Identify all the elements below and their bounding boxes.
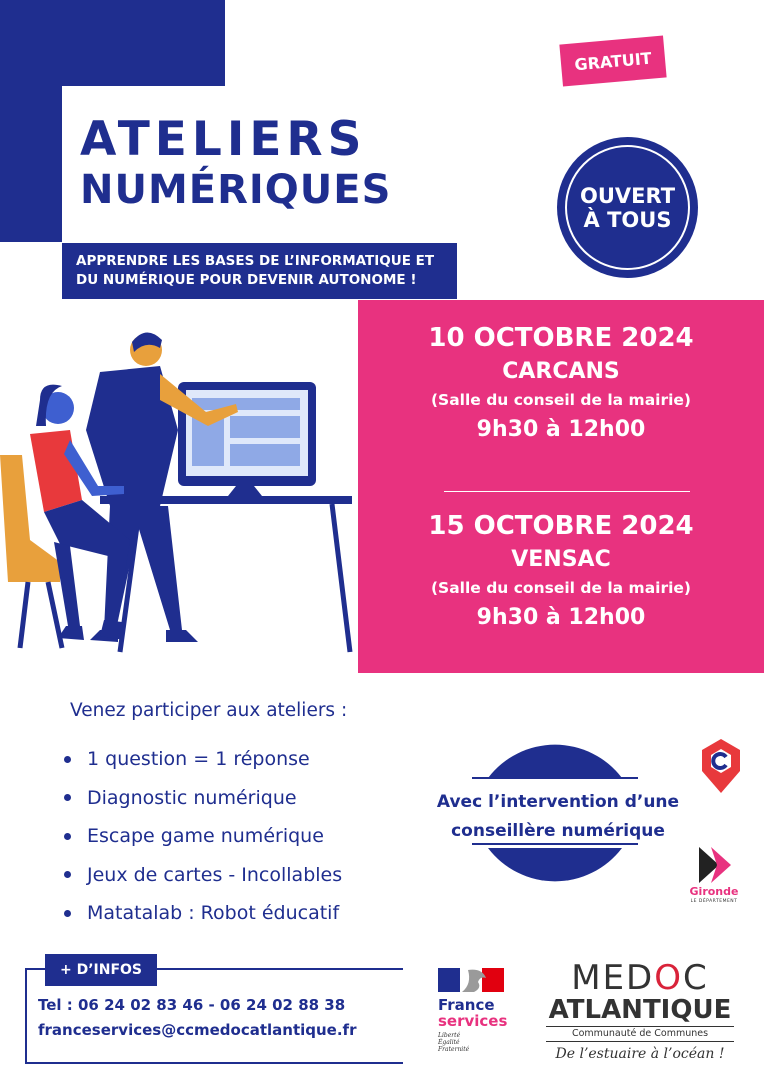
woman-shape xyxy=(30,430,82,512)
france-services-name2: services xyxy=(438,1012,508,1030)
contact-email: franceservices@ccmedocatlantique.fr xyxy=(38,1021,357,1039)
list-item: Diagnostic numérique xyxy=(64,779,342,818)
event-card xyxy=(358,322,764,448)
intervention-line1: Avec l’intervention d’une xyxy=(436,792,680,812)
open-line2: À TOUS xyxy=(583,207,672,232)
event-hall: (Salle du conseil de la mairie) xyxy=(430,579,692,597)
medoc-line2: ATLANTIQUE xyxy=(548,995,732,1025)
marianne-icon xyxy=(438,966,518,994)
event-hours: 9h30 à 12h00 xyxy=(476,417,646,442)
medoc-line1: MEDOC xyxy=(571,958,709,998)
intervention-block xyxy=(400,736,716,884)
medoc-line3: Communauté de Communes xyxy=(546,1026,734,1042)
events-divider xyxy=(444,491,690,492)
bullet-icon xyxy=(64,756,71,763)
open-to-all-badge xyxy=(557,137,698,278)
program-intro: Venez participer aux ateliers : xyxy=(70,700,348,721)
list-item: Jeux de cartes - Incollables xyxy=(64,856,342,895)
event-hall: (Salle du conseil de la mairie) xyxy=(430,391,692,409)
medoc-slogan: De l’estuaire à l’océan ! xyxy=(555,1046,725,1062)
gironde-logo xyxy=(683,845,745,907)
events-panel xyxy=(358,300,764,673)
france-services-motto: Liberté Égalité Fraternité xyxy=(438,1032,470,1053)
open-to-all-ring xyxy=(565,145,690,270)
conseiller-numerique-icon xyxy=(700,737,742,795)
gironde-sub: LE DÉPARTEMENT xyxy=(690,899,738,904)
workstation-illustration xyxy=(0,330,360,655)
france-services-name1: France xyxy=(438,996,495,1014)
subtitle-line2: DU NUMÉRIQUE POUR DEVENIR AUTONOME ! xyxy=(76,272,417,288)
bullet-icon xyxy=(64,910,71,917)
list-item: Escape game numérique xyxy=(64,817,342,856)
event-place: CARCANS xyxy=(502,359,620,384)
title-line1: ATELIERS xyxy=(80,112,367,167)
event-place: VENSAC xyxy=(511,547,611,572)
gironde-name: Gironde xyxy=(689,885,739,898)
subtitle-banner xyxy=(62,243,457,299)
title-line2: NUMÉRIQUES xyxy=(80,167,392,213)
bullet-icon xyxy=(64,833,71,840)
gironde-icon xyxy=(683,845,745,885)
intervention-text xyxy=(400,788,716,846)
france-services-logo xyxy=(430,966,520,1066)
price-badge: GRATUIT xyxy=(559,36,666,87)
bullet-icon xyxy=(64,794,71,801)
open-line1: OUVERT xyxy=(579,183,676,208)
contact-phone: Tel : 06 24 02 83 46 - 06 24 02 88 38 xyxy=(38,996,346,1014)
subtitle-line1: APPRENDRE LES BASES DE L’INFORMATIQUE ET xyxy=(76,253,435,269)
contact-tab: + D’INFOS xyxy=(45,954,157,986)
intervention-line2: conseillère numérique xyxy=(451,821,665,841)
event-hours: 9h30 à 12h00 xyxy=(476,605,646,630)
list-item: 1 question = 1 réponse xyxy=(64,740,342,779)
event-date: 15 OCTOBRE 2024 xyxy=(428,511,694,541)
title-block xyxy=(62,86,457,246)
bullet-icon xyxy=(64,871,71,878)
program-list xyxy=(64,740,342,933)
list-item: Matatalab : Robot éducatif xyxy=(64,894,342,933)
event-card xyxy=(358,510,764,636)
event-date: 10 OCTOBRE 2024 xyxy=(428,323,694,353)
medoc-atlantique-logo xyxy=(540,960,740,1060)
